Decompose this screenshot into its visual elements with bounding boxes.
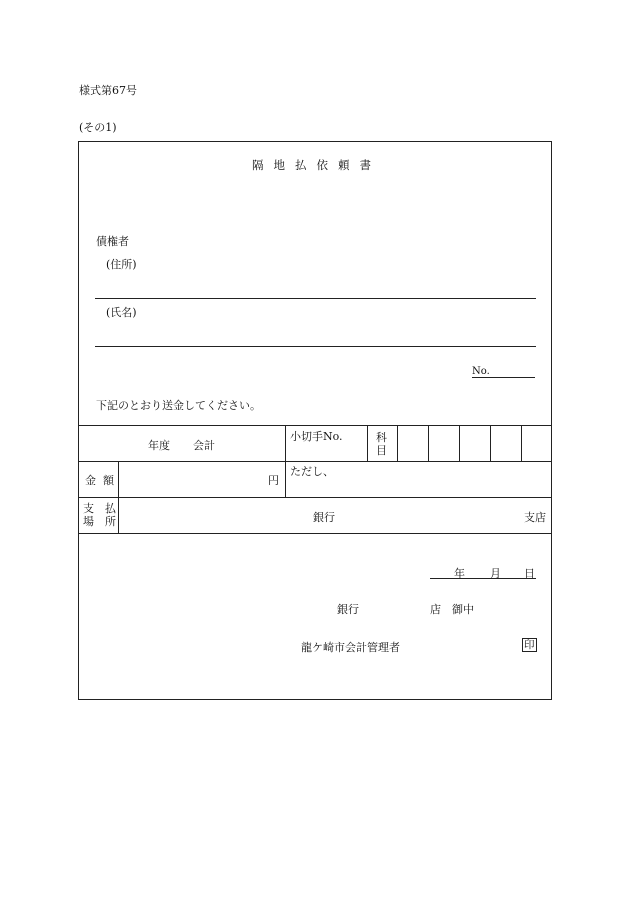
branch-label: 支店 bbox=[524, 511, 546, 524]
form-frame bbox=[78, 141, 552, 700]
instruction-text: 下記のとおり送金してください。 bbox=[96, 399, 261, 412]
address-line[interactable] bbox=[95, 298, 536, 299]
issuer-name: 龍ケ崎市会計管理者 bbox=[301, 641, 400, 654]
address-label: (住所) bbox=[106, 258, 137, 271]
subject-box-divider bbox=[490, 425, 491, 461]
col-divider-check bbox=[367, 425, 368, 461]
form-title: 隔地払依頼書 bbox=[252, 158, 381, 172]
payment-place-label-1: 支 払 bbox=[83, 502, 116, 515]
addressee-honorific: 御中 bbox=[452, 603, 474, 616]
fiscal-year-label: 年度 bbox=[148, 439, 170, 452]
col-divider-main bbox=[285, 425, 286, 497]
payment-place-label-2: 場 所 bbox=[83, 515, 116, 528]
name-line[interactable] bbox=[95, 346, 536, 347]
row3-bottom-line bbox=[78, 533, 552, 534]
subject-box-divider bbox=[459, 425, 460, 461]
seal-stamp: 印 bbox=[524, 639, 535, 651]
bank-label: 銀行 bbox=[313, 511, 335, 524]
amount-label-2: 額 bbox=[103, 474, 121, 487]
date-day: 日 bbox=[524, 567, 535, 580]
subject-label bbox=[376, 431, 387, 457]
date-month: 月 bbox=[490, 567, 501, 580]
subject-box-divider bbox=[428, 425, 429, 461]
creditor-label: 債権者 bbox=[96, 235, 129, 248]
subject-label-top: 科 bbox=[376, 431, 387, 444]
row2-bottom-line bbox=[78, 497, 552, 498]
amount-label bbox=[85, 472, 121, 488]
amount-label-1: 金 bbox=[85, 474, 103, 487]
subject-label-bottom: 目 bbox=[376, 444, 387, 457]
account-label: 会計 bbox=[193, 439, 215, 452]
table-top-line bbox=[78, 425, 552, 426]
check-number-label: 小切手No. bbox=[290, 430, 343, 443]
addressee-bank: 銀行 bbox=[337, 603, 359, 616]
payment-place-label bbox=[83, 502, 116, 528]
number-field[interactable] bbox=[472, 366, 535, 378]
date-year: 年 bbox=[454, 567, 465, 580]
subject-box-divider bbox=[521, 425, 522, 461]
proviso-label: ただし、 bbox=[290, 465, 334, 478]
form-variant: (その1) bbox=[79, 121, 117, 134]
date-line[interactable] bbox=[430, 578, 536, 579]
form-number: 様式第67号 bbox=[79, 84, 137, 97]
yen-label: 円 bbox=[268, 474, 279, 487]
addressee-branch: 店 bbox=[430, 603, 441, 616]
row1-bottom-line bbox=[78, 461, 552, 462]
name-label: (氏名) bbox=[106, 306, 137, 319]
col-divider-subject bbox=[397, 425, 398, 461]
number-label: No. bbox=[472, 366, 490, 377]
